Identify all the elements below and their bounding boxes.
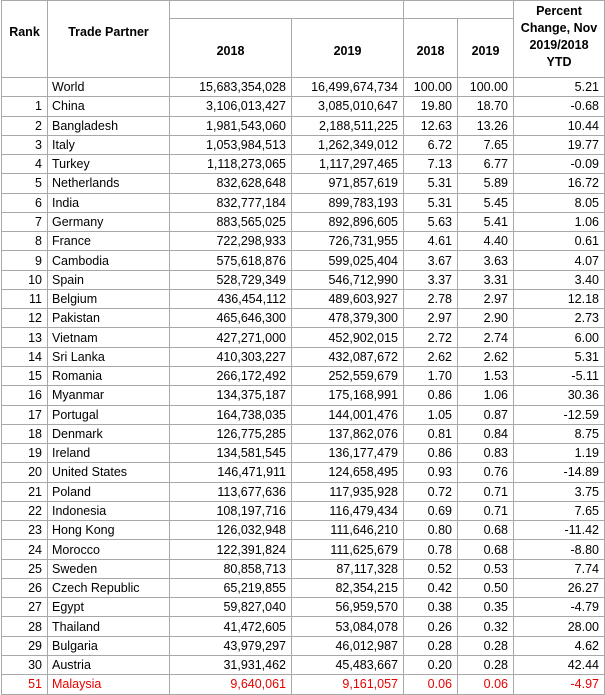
partner-cell: Bulgaria (48, 636, 170, 655)
value-2019-cell: 452,902,015 (292, 328, 404, 347)
table-row (2, 675, 605, 694)
partner-cell: Sweden (48, 559, 170, 578)
share-2018-cell: 5.63 (404, 212, 458, 231)
percent-change-cell: 8.75 (514, 424, 605, 443)
percent-change-cell: 4.07 (514, 251, 605, 270)
partner-cell: Vietnam (48, 328, 170, 347)
table-row (2, 289, 605, 308)
rank-cell: 28 (2, 617, 48, 636)
share-2018-cell: 12.63 (404, 116, 458, 135)
share-2019-cell: 100.00 (458, 78, 514, 97)
share-2018-cell: 5.31 (404, 174, 458, 193)
percent-change-cell: -5.11 (514, 366, 605, 385)
percent-change-cell: 0.61 (514, 232, 605, 251)
value-2019-cell: 87,117,328 (292, 559, 404, 578)
value-2019-cell: 892,896,605 (292, 212, 404, 231)
percent-change-cell: 12.18 (514, 289, 605, 308)
partner-cell: Malaysia (48, 675, 170, 694)
percent-change-cell: 3.75 (514, 482, 605, 501)
partner-cell: Morocco (48, 540, 170, 559)
value-2018-header: 2018 (170, 19, 292, 78)
partner-cell: Portugal (48, 405, 170, 424)
percent-change-cell: 7.65 (514, 501, 605, 520)
value-2018-cell: 146,471,911 (170, 463, 292, 482)
table-row (2, 309, 605, 328)
partner-cell: Indonesia (48, 501, 170, 520)
value-2019-cell: 46,012,987 (292, 636, 404, 655)
share-2019-cell: 0.71 (458, 482, 514, 501)
value-2019-cell: 1,262,349,012 (292, 135, 404, 154)
share-2018-cell: 2.97 (404, 309, 458, 328)
table-row (2, 193, 605, 212)
percent-change-cell: 10.44 (514, 116, 605, 135)
table-row (2, 463, 605, 482)
percent-change-cell: 7.74 (514, 559, 605, 578)
value-2018-cell: 1,981,543,060 (170, 116, 292, 135)
rank-cell: 30 (2, 655, 48, 674)
table-row (2, 135, 605, 154)
table-row (2, 366, 605, 385)
table-row (2, 155, 605, 174)
value-2018-cell: 9,640,061 (170, 675, 292, 694)
rank-cell: 14 (2, 347, 48, 366)
table-row (2, 212, 605, 231)
share-2019-cell: 0.76 (458, 463, 514, 482)
value-2019-cell: 899,783,193 (292, 193, 404, 212)
partner-cell: India (48, 193, 170, 212)
value-2018-cell: 266,172,492 (170, 366, 292, 385)
table-row (2, 328, 605, 347)
rank-cell: 6 (2, 193, 48, 212)
partner-cell: Sri Lanka (48, 347, 170, 366)
value-2019-cell: 116,479,434 (292, 501, 404, 520)
partner-cell: Czech Republic (48, 578, 170, 597)
value-2019-cell: 117,935,928 (292, 482, 404, 501)
percent-change-cell: 5.21 (514, 78, 605, 97)
value-2018-cell: 15,683,354,028 (170, 78, 292, 97)
partner-cell: Austria (48, 655, 170, 674)
rank-cell: 9 (2, 251, 48, 270)
percent-change-cell: 1.19 (514, 444, 605, 463)
value-2018-cell: 436,454,112 (170, 289, 292, 308)
share-2018-cell: 0.26 (404, 617, 458, 636)
share-2019-cell: 0.35 (458, 598, 514, 617)
percent-change-header (514, 1, 605, 78)
percent-change-cell: 3.40 (514, 270, 605, 289)
value-2018-cell: 126,032,948 (170, 521, 292, 540)
partner-cell: World (48, 78, 170, 97)
table-row (2, 386, 605, 405)
table-row (2, 521, 605, 540)
share-2019-header: 2019 (458, 19, 514, 78)
share-2018-cell: 2.78 (404, 289, 458, 308)
partner-cell: Denmark (48, 424, 170, 443)
percent-change-cell: -14.89 (514, 463, 605, 482)
rank-cell: 13 (2, 328, 48, 347)
share-2018-cell: 6.72 (404, 135, 458, 154)
value-2019-cell: 971,857,619 (292, 174, 404, 193)
value-2019-header: 2019 (292, 19, 404, 78)
value-2018-cell: 465,646,300 (170, 309, 292, 328)
share-2018-cell: 0.06 (404, 675, 458, 694)
table-row (2, 405, 605, 424)
rank-cell: 18 (2, 424, 48, 443)
header-row-top (2, 1, 605, 19)
value-2018-cell: 722,298,933 (170, 232, 292, 251)
share-2018-cell: 3.37 (404, 270, 458, 289)
percent-change-cell: -8.80 (514, 540, 605, 559)
table-row (2, 482, 605, 501)
share-2019-cell: 0.83 (458, 444, 514, 463)
percent-change-header-line: 2019/2018 (529, 38, 589, 52)
share-2018-cell: 2.72 (404, 328, 458, 347)
share-2019-cell: 0.28 (458, 655, 514, 674)
table-row (2, 174, 605, 193)
share-2019-cell: 0.84 (458, 424, 514, 443)
share-2019-cell: 2.74 (458, 328, 514, 347)
table-row (2, 598, 605, 617)
rank-cell: 3 (2, 135, 48, 154)
rank-cell: 2 (2, 116, 48, 135)
value-2019-cell: 137,862,076 (292, 424, 404, 443)
share-2018-cell: 1.70 (404, 366, 458, 385)
partner-cell: Egypt (48, 598, 170, 617)
percent-change-cell: 19.77 (514, 135, 605, 154)
share-2019-cell: 0.32 (458, 617, 514, 636)
share-2019-cell: 7.65 (458, 135, 514, 154)
partner-cell: Italy (48, 135, 170, 154)
share-2019-cell: 0.87 (458, 405, 514, 424)
value-2018-cell: 65,219,855 (170, 578, 292, 597)
percent-change-cell: -11.42 (514, 521, 605, 540)
table-row (2, 424, 605, 443)
table-row (2, 116, 605, 135)
share-2018-cell: 5.31 (404, 193, 458, 212)
share-2019-cell: 6.77 (458, 155, 514, 174)
share-2018-cell: 3.67 (404, 251, 458, 270)
partner-cell: Bangladesh (48, 116, 170, 135)
share-2018-cell: 0.72 (404, 482, 458, 501)
value-2019-cell: 175,168,991 (292, 386, 404, 405)
value-2019-cell: 45,483,667 (292, 655, 404, 674)
value-2019-cell: 16,499,674,734 (292, 78, 404, 97)
share-2019-cell: 2.90 (458, 309, 514, 328)
percent-change-cell: -12.59 (514, 405, 605, 424)
rank-cell (2, 78, 48, 97)
rank-cell: 1 (2, 97, 48, 116)
table-body (2, 78, 605, 695)
percent-change-cell: 26.27 (514, 578, 605, 597)
rank-cell: 20 (2, 463, 48, 482)
partner-cell: Turkey (48, 155, 170, 174)
share-2019-cell: 4.40 (458, 232, 514, 251)
share-2019-cell: 0.71 (458, 501, 514, 520)
partner-cell: Belgium (48, 289, 170, 308)
rank-cell: 7 (2, 212, 48, 231)
share-2018-cell: 100.00 (404, 78, 458, 97)
value-2019-cell: 546,712,990 (292, 270, 404, 289)
share-2019-cell: 3.63 (458, 251, 514, 270)
partner-cell: United States (48, 463, 170, 482)
percent-change-cell: 5.31 (514, 347, 605, 366)
value-2018-cell: 41,472,605 (170, 617, 292, 636)
rank-cell: 51 (2, 675, 48, 694)
percent-change-header-line: Change, Nov (520, 21, 598, 35)
rank-cell: 19 (2, 444, 48, 463)
percent-change-cell: 1.06 (514, 212, 605, 231)
share-2018-cell: 0.86 (404, 386, 458, 405)
table-row (2, 501, 605, 520)
partner-cell: Spain (48, 270, 170, 289)
table-row (2, 270, 605, 289)
rank-cell: 11 (2, 289, 48, 308)
value-2019-cell: 489,603,927 (292, 289, 404, 308)
table-row (2, 540, 605, 559)
table-row (2, 232, 605, 251)
value-2019-cell: 432,087,672 (292, 347, 404, 366)
share-2019-cell: 0.28 (458, 636, 514, 655)
value-2018-cell: 3,106,013,427 (170, 97, 292, 116)
share-2018-cell: 19.80 (404, 97, 458, 116)
percent-change-header-line: Percent (536, 4, 582, 18)
share-2018-cell: 0.42 (404, 578, 458, 597)
share-2018-cell: 0.93 (404, 463, 458, 482)
rank-cell: 25 (2, 559, 48, 578)
share-2019-cell: 0.53 (458, 559, 514, 578)
share-2018-header: 2018 (404, 19, 458, 78)
value-2019-cell: 144,001,476 (292, 405, 404, 424)
percent-change-cell: 28.00 (514, 617, 605, 636)
share-2018-cell: 0.52 (404, 559, 458, 578)
table-row (2, 251, 605, 270)
rank-cell: 4 (2, 155, 48, 174)
share-2018-cell: 0.78 (404, 540, 458, 559)
rank-cell: 29 (2, 636, 48, 655)
share-2019-cell: 5.89 (458, 174, 514, 193)
share-2019-cell: 2.62 (458, 347, 514, 366)
partner-cell: France (48, 232, 170, 251)
value-2019-cell: 82,354,215 (292, 578, 404, 597)
value-2018-cell: 832,628,648 (170, 174, 292, 193)
share-group-header (404, 1, 514, 19)
partner-cell: Thailand (48, 617, 170, 636)
value-2019-cell: 9,161,057 (292, 675, 404, 694)
table-row (2, 636, 605, 655)
share-2018-cell: 2.62 (404, 347, 458, 366)
rank-cell: 5 (2, 174, 48, 193)
rank-cell: 26 (2, 578, 48, 597)
value-2018-cell: 427,271,000 (170, 328, 292, 347)
share-2019-cell: 5.41 (458, 212, 514, 231)
value-2019-cell: 726,731,955 (292, 232, 404, 251)
percent-change-cell: 4.62 (514, 636, 605, 655)
rank-cell: 27 (2, 598, 48, 617)
value-2018-cell: 126,775,285 (170, 424, 292, 443)
value-2018-cell: 528,729,349 (170, 270, 292, 289)
share-2018-cell: 7.13 (404, 155, 458, 174)
partner-cell: Cambodia (48, 251, 170, 270)
share-2018-cell: 0.28 (404, 636, 458, 655)
share-2019-cell: 5.45 (458, 193, 514, 212)
value-group-header (170, 1, 404, 19)
share-2019-cell: 3.31 (458, 270, 514, 289)
rank-cell: 8 (2, 232, 48, 251)
percent-change-cell: -4.97 (514, 675, 605, 694)
table-row (2, 578, 605, 597)
partner-cell: Pakistan (48, 309, 170, 328)
value-2018-cell: 832,777,184 (170, 193, 292, 212)
table-row (2, 444, 605, 463)
trade-partners-table (1, 0, 605, 695)
partner-cell: Poland (48, 482, 170, 501)
value-2019-cell: 2,188,511,225 (292, 116, 404, 135)
table-row (2, 347, 605, 366)
share-2018-cell: 0.81 (404, 424, 458, 443)
share-2018-cell: 0.80 (404, 521, 458, 540)
value-2019-cell: 136,177,479 (292, 444, 404, 463)
percent-change-cell: -0.09 (514, 155, 605, 174)
value-2018-cell: 43,979,297 (170, 636, 292, 655)
partner-cell: Germany (48, 212, 170, 231)
percent-change-cell: 30.36 (514, 386, 605, 405)
trade-partner-header: Trade Partner (48, 1, 170, 78)
rank-header: Rank (2, 1, 48, 78)
percent-change-cell: 8.05 (514, 193, 605, 212)
percent-change-cell: 16.72 (514, 174, 605, 193)
share-2019-cell: 0.06 (458, 675, 514, 694)
value-2018-cell: 883,565,025 (170, 212, 292, 231)
value-2019-cell: 111,625,679 (292, 540, 404, 559)
percent-change-cell: 6.00 (514, 328, 605, 347)
table-row (2, 559, 605, 578)
value-2018-cell: 410,303,227 (170, 347, 292, 366)
table-row (2, 655, 605, 674)
rank-cell: 10 (2, 270, 48, 289)
percent-change-cell: -4.79 (514, 598, 605, 617)
share-2019-cell: 1.53 (458, 366, 514, 385)
share-2019-cell: 0.68 (458, 540, 514, 559)
rank-cell: 12 (2, 309, 48, 328)
value-2018-cell: 134,581,545 (170, 444, 292, 463)
rank-cell: 16 (2, 386, 48, 405)
table-row (2, 617, 605, 636)
value-2019-cell: 111,646,210 (292, 521, 404, 540)
value-2018-cell: 575,618,876 (170, 251, 292, 270)
value-2018-cell: 122,391,824 (170, 540, 292, 559)
value-2019-cell: 1,117,297,465 (292, 155, 404, 174)
partner-cell: Romania (48, 366, 170, 385)
table-row (2, 78, 605, 97)
partner-cell: Netherlands (48, 174, 170, 193)
value-2019-cell: 53,084,078 (292, 617, 404, 636)
percent-change-cell: 42.44 (514, 655, 605, 674)
value-2018-cell: 1,053,984,513 (170, 135, 292, 154)
table-row (2, 97, 605, 116)
share-2018-cell: 0.38 (404, 598, 458, 617)
value-2019-cell: 124,658,495 (292, 463, 404, 482)
partner-cell: China (48, 97, 170, 116)
rank-cell: 17 (2, 405, 48, 424)
rank-cell: 22 (2, 501, 48, 520)
value-2018-cell: 59,827,040 (170, 598, 292, 617)
value-2018-cell: 1,118,273,065 (170, 155, 292, 174)
value-2019-cell: 56,959,570 (292, 598, 404, 617)
share-2019-cell: 13.26 (458, 116, 514, 135)
value-2019-cell: 252,559,679 (292, 366, 404, 385)
share-2018-cell: 0.69 (404, 501, 458, 520)
share-2019-cell: 0.68 (458, 521, 514, 540)
share-2019-cell: 1.06 (458, 386, 514, 405)
partner-cell: Ireland (48, 444, 170, 463)
partner-cell: Hong Kong (48, 521, 170, 540)
value-2018-cell: 134,375,187 (170, 386, 292, 405)
share-2018-cell: 0.20 (404, 655, 458, 674)
value-2018-cell: 164,738,035 (170, 405, 292, 424)
rank-cell: 24 (2, 540, 48, 559)
rank-cell: 23 (2, 521, 48, 540)
value-2019-cell: 478,379,300 (292, 309, 404, 328)
percent-change-cell: 2.73 (514, 309, 605, 328)
value-2018-cell: 31,931,462 (170, 655, 292, 674)
share-2018-cell: 4.61 (404, 232, 458, 251)
value-2018-cell: 113,677,636 (170, 482, 292, 501)
share-2019-cell: 2.97 (458, 289, 514, 308)
rank-cell: 15 (2, 366, 48, 385)
share-2019-cell: 0.50 (458, 578, 514, 597)
partner-cell: Myanmar (48, 386, 170, 405)
value-2018-cell: 80,858,713 (170, 559, 292, 578)
percent-change-cell: -0.68 (514, 97, 605, 116)
share-2018-cell: 0.86 (404, 444, 458, 463)
value-2019-cell: 3,085,010,647 (292, 97, 404, 116)
rank-cell: 21 (2, 482, 48, 501)
percent-change-header-line: YTD (546, 55, 572, 69)
share-2018-cell: 1.05 (404, 405, 458, 424)
value-2019-cell: 599,025,404 (292, 251, 404, 270)
share-2019-cell: 18.70 (458, 97, 514, 116)
value-2018-cell: 108,197,716 (170, 501, 292, 520)
